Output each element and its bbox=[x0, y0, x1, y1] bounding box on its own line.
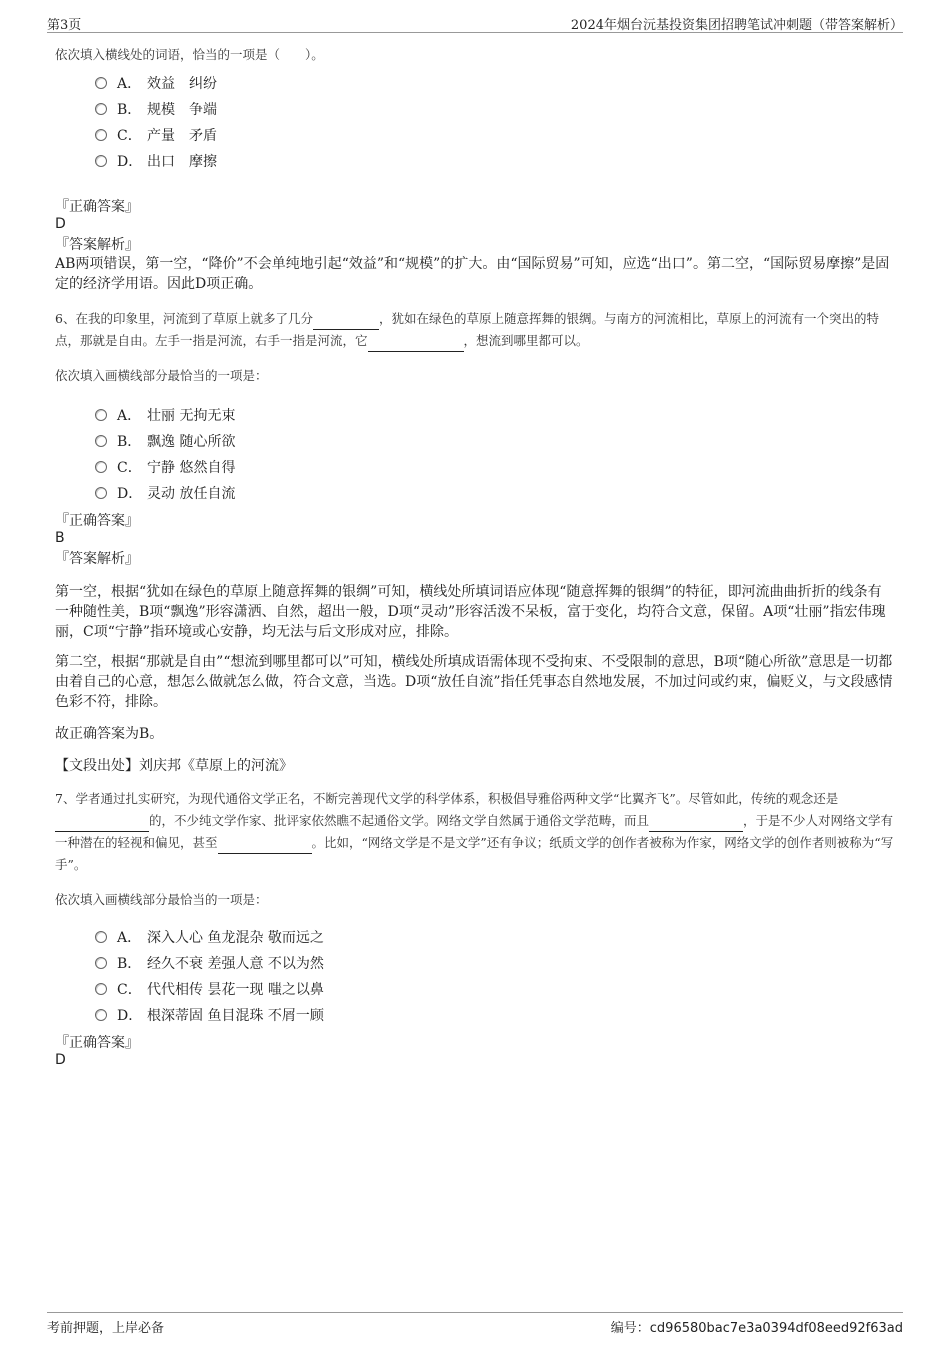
analysis-heading: 『答案解析』 bbox=[55, 551, 139, 567]
text-source: 【文段出处】刘庆邦《草原上的河流》 bbox=[55, 758, 293, 774]
option-c[interactable]: C． 产量 矛盾 bbox=[95, 122, 895, 148]
answer-value: B bbox=[55, 530, 65, 546]
analysis-paragraph-2: 第二空，根据“那就是自由”“想流到哪里都可以”可知，横线处所填成语需体现不受拘束、不受限制的意思，B项“随心所欲”意思是一切都由着自己的心意，想怎么做就怎么做，符合文意，当选。D项“放任自流”指任凭事态自然地发展，不加过问或约束，偏贬义，与文段感情色彩不符，排除。 bbox=[55, 654, 893, 710]
radio-icon[interactable] bbox=[95, 435, 107, 447]
question-prompt: 依次填入画横线部分最恰当的一项是： bbox=[55, 368, 268, 383]
analysis-paragraph-1: 第一空，根据“犹如在绿色的草原上随意挥舞的银绸”可知，横线处所填词语应体现“随意挥舞的银绸”的特征，即河流曲曲折折的线条有一种随性美，B项“飘逸”形容潇洒、自然，超出一般，D项“灵动”形容活泼不呆板，富于变化，均符合文意，保留。A项“壮丽”指宏伟瑰丽，C项“宁静”指环境或心安静，均无法与后文形成对应，排除。 bbox=[55, 584, 886, 640]
option-a[interactable]: A． 深入人心 鱼龙混杂 敬而远之 bbox=[95, 924, 895, 950]
question-stem: 7、学者通过扎实研究，为现代通俗文学正名，不断完善现代文学的科学体系，积极倡导雅俗两种文学“比翼齐飞”。尽管如此，传统的观念还是的，不少纯文学作家、批评家依然瞧不起通俗文学。网络文学自然属于通俗文学范畴，而且 ，于是不少人对网络文学有一种潜在的轻视和偏见，甚至 。比如，“网络文学是不是文学”还有争议；纸质文学的创作者被称为作家，网络文学的创作者则被称为“写手”。 bbox=[55, 791, 894, 872]
radio-icon[interactable] bbox=[95, 461, 107, 473]
radio-icon[interactable] bbox=[95, 155, 107, 167]
option-d[interactable]: D． 根深蒂固 鱼目混珠 不屑一顾 bbox=[95, 1002, 895, 1028]
radio-icon[interactable] bbox=[95, 931, 107, 943]
option-b[interactable]: B． 经久不衰 差强人意 不以为然 bbox=[95, 950, 895, 976]
option-b[interactable]: B． 规模 争端 bbox=[95, 96, 895, 122]
blank-2 bbox=[649, 817, 743, 832]
option-d[interactable]: D． 出口 摩擦 bbox=[95, 148, 895, 174]
option-list bbox=[95, 924, 895, 1028]
radio-icon[interactable] bbox=[95, 103, 107, 115]
radio-icon[interactable] bbox=[95, 409, 107, 421]
analysis-heading: 『答案解析』 bbox=[55, 237, 139, 253]
question-6 bbox=[55, 308, 895, 776]
answer-heading: 『正确答案』 bbox=[55, 199, 139, 215]
document-title: 2024年烟台沅基投资集团招聘笔试冲刺题（带答案解析） bbox=[570, 18, 903, 33]
answer-value: D bbox=[55, 216, 66, 232]
radio-icon[interactable] bbox=[95, 957, 107, 969]
radio-icon[interactable] bbox=[95, 1009, 107, 1021]
answer-value: D bbox=[55, 1052, 66, 1068]
option-a[interactable]: A． 壮丽 无拘无束 bbox=[95, 402, 895, 428]
question-prompt: 依次填入画横线部分最恰当的一项是： bbox=[55, 892, 268, 907]
footer-slogan: 考前押题，上岸必备 bbox=[47, 1321, 165, 1336]
radio-icon[interactable] bbox=[95, 77, 107, 89]
analysis-conclusion: 故正确答案为B。 bbox=[55, 726, 164, 742]
question-5 bbox=[55, 44, 895, 294]
page-header bbox=[47, 14, 903, 33]
blank-3 bbox=[218, 839, 312, 854]
question-7 bbox=[55, 788, 895, 1068]
option-d[interactable]: D． 灵动 放任自流 bbox=[95, 480, 895, 506]
document-code: 编号：cd96580bac7e3a0394df08eed92f63ad bbox=[610, 1321, 903, 1336]
page-content bbox=[55, 44, 895, 1068]
question-stem: 依次填入横线处的词语，恰当的一项是（ ）。 bbox=[55, 47, 324, 62]
blank-2 bbox=[368, 337, 464, 352]
option-a[interactable]: A． 效益 纠纷 bbox=[95, 70, 895, 96]
option-list bbox=[95, 402, 895, 506]
page-footer bbox=[47, 1312, 903, 1335]
radio-icon[interactable] bbox=[95, 983, 107, 995]
radio-icon[interactable] bbox=[95, 487, 107, 499]
answer-heading: 『正确答案』 bbox=[55, 513, 139, 529]
option-list bbox=[95, 70, 895, 174]
option-c[interactable]: C． 代代相传 昙花一现 嗤之以鼻 bbox=[95, 976, 895, 1002]
page-number: 第3页 bbox=[47, 18, 82, 33]
option-c[interactable]: C． 宁静 悠然自得 bbox=[95, 454, 895, 480]
radio-icon[interactable] bbox=[95, 129, 107, 141]
question-stem: 6、在我的印象里，河流到了草原上就多了几分 ，犹如在绿色的草原上随意挥舞的银绸。与南方的河流相比，草原上的河流有一个突出的特点，那就是自由。左手一指是河流，右手一指是河流，它 ，想流到哪里都可以。 bbox=[55, 308, 895, 352]
option-b[interactable]: B． 飘逸 随心所欲 bbox=[95, 428, 895, 454]
analysis-text: AB两项错误，第一空，“降价”不会单纯地引起“效益”和“规模”的扩大。由“国际贸易”可知，应选“出口”。第二空，“国际贸易摩擦”是固定的经济学用语。因此D项正确。 bbox=[55, 256, 890, 292]
blank-1 bbox=[55, 817, 149, 832]
blank-1 bbox=[313, 315, 379, 330]
answer-heading: 『正确答案』 bbox=[55, 1035, 139, 1051]
